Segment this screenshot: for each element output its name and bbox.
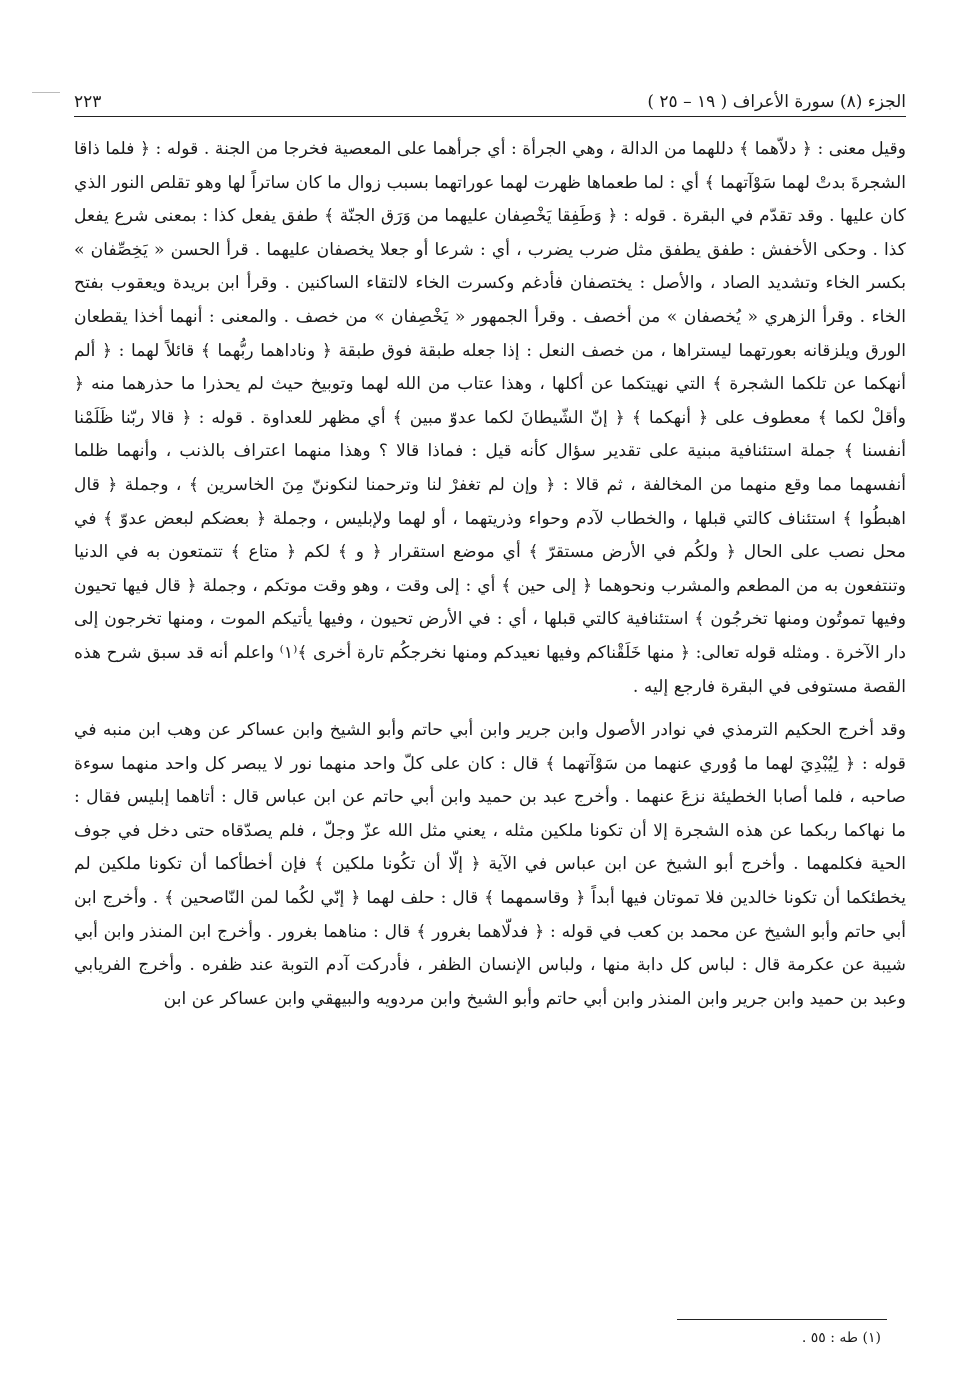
text-line: وقيل معنى : ﴿ دلاّهما ﴾ دللهما من الدالة ، وهي الجرأة : أي جرأهما على المعصية فخرجا من الجنة . (203, 139, 906, 159)
footnote: (١) طه : ٥٥ . (801, 1330, 881, 1346)
text-line: وعبد بن حميد وابن جرير وابن المنذر وابن أبي حاتم وأبو الشيخ وابن مردويه والبيهقي وابن عساكر عن ابن (163, 988, 906, 1009)
text-line: استئنافية كالتي قبلها ، أي : في الأرض تحيون ، وفيها يأتيكم الموت ، ومنها تخرجون إلى دار الآخرة . ومثله (74, 609, 907, 663)
footnote-rule (677, 1319, 887, 1320)
text-line: يضرب ، أي : شرعا أو جعلا يخصفان عليهما . قرأ الحسن « يَخِصِّفان » بكسر الخاء وتشديد الصاد ، (74, 239, 906, 294)
page-number: ٢٢٣ (74, 92, 102, 112)
text-line: يبصر كل واحد منهما سوءة صاحبه ، فلما أصابا الخطيئة نزعَ عنهما . وأخرج عبد بن حميد وابن أبي حاتم (74, 753, 906, 808)
text-line: ابن منبه في قوله : ﴿ لِيُبْدِيَ لهما ما وُوري عنهما من سَوْآتهما ﴾ قال : كان على كلّ واحد منهما نور لا (74, 720, 906, 774)
text-line: « يُخصفان » من أخصف . وقرأ الجمهور « يَخْصِفان » من خصف . والمعنى : أنهما أخذا يقطعان الورق (74, 306, 906, 361)
text-line: أي موضع استقرار ﴿ و ﴾ لكم ﴿ متاع ﴾ تتمتعون به في الدنيا وتنتفعون به من المطعم والمشرب ونحوهما (74, 542, 907, 596)
paragraph-2 (74, 714, 906, 1016)
running-title: الجزء (٨) سورة الأعراف ( ١٩ – ٢٥ ) (647, 92, 906, 112)
margin-mark (32, 92, 60, 93)
text-line: منهما اعتراف بالذنب ، وأنهما ظلما أنفسهما مما وقع منهما من المخالفة ، ثم قالا : ﴿ وإن لم تغفرْ لنا وترحمنا (74, 441, 907, 495)
text-line: قوله تعالى: ﴿ منها خَلَقْناكم وفيها نعيدكم ومنها نخرجكُم تارة أخرى ﴾⁽١⁾ واعلم أنه قد سبق شرح هذه القصة (74, 642, 906, 697)
text-line: من وَرَق الجنّة ﴾ طفق يفعل كذا : بمعنى شرع يفعل كذا . وحكى الأخفش : طفق يطفق مثل ضرب (74, 206, 906, 260)
text-line: ﴿ إلى حين ﴾ أي : إلى وقت ، وهو وقت موتكم ، وجملة ﴿ قال فيها تحيون وفيها تموتُون ومنها تخرجُون ﴾ (74, 575, 906, 630)
text-line: عن ابن عباس قال : أتاهما إبليس فقال : ما نهاكما ربكما عن هذه الشجرة إلا أن تكونا ملكين مثله ، يعني (74, 787, 906, 841)
text-line: مستوفى في البقرة فارجع إليه . (632, 676, 858, 697)
text-line: أو لهما ولإبليس ، وجملة ﴿ بعضكم لبعض عدوّ ﴾ في محل نصب على الحال ﴿ ولكُم في الأرض مستقرّ ﴾ (74, 508, 907, 563)
running-header (74, 84, 906, 117)
text-line: الآية ﴿ إلّا أن تكُونا ملكين ﴾ فإن أخطأكما أن تكونا ملكين لم يخطئكما أن تكونا خالدين فلا تموتان فيها (74, 854, 906, 909)
text-line: محمد بن كعب في قوله : ﴿ فدلّاهما بغرور ﴾ قال : مناهما بغرور . وأخرج ابن المنذر وابن أبي شيبة عن (74, 921, 906, 976)
text-line: ﴿ ألم أنهكما عن تلكما الشجرة ﴾ التي نهيتكما عن أكلها ، وهذا عتاب من الله لهما وتوبيخ حيث لم يحذرا (74, 340, 906, 395)
text-line: قوله : ﴿ فلما ذاقا الشجرةَ بدتْ لهما سَوْآتهما ﴾ أي : لما طعماها ظهرت لهما عوراتهما بسبب زوال ما (74, 139, 907, 193)
text-line: مثل الله عزّ وجلّ ، فلم يصدّقاه حتى دخل في جوف الحية فكلمهما . وأخرج أبو الشيخ عن ابن عباس في (74, 820, 906, 875)
text-line: كان ساتراً لها وهو تقلص النور الذي كان عليها . وقد تقدّم في البقرة . قوله : ﴿ وَطَفِقا يَخْصِفان عليهما (74, 172, 907, 227)
text-line: أبداً ﴿ وقاسمهما ﴾ قال : حلف لهما ﴿ إنّي لكُما لمن النّاصحين ﴾ . وأخرج ابن أبي حاتم وأبو الشيخ عن (74, 888, 907, 942)
text-line: والأصل : يختصفان فأدغم وكسرت الخاء لالتقاء الساكنين . وقرأ ابن بريدة ويعقوب بفتح الخاء . وقرأ الزهري (74, 273, 906, 327)
body-text (74, 133, 906, 1016)
text-line: وقد أخرج الحكيم الترمذي في نوادر الأصول وابن جرير وابن أبي حاتم وأبو الشيخ وابن عساكر عن وهب (167, 720, 907, 741)
text-line: ويلزقانه بعورتهما ليستراها ، من خصف النعل : إذا جعله طبقة فوق طبقة ﴿ وناداهما ربُّهما ﴾ قائلاً لهما : (118, 340, 859, 361)
text-line: عكرمة قال : لباس كل دابة منها ، ولباس الإنسان الظفر ، فأدركت آدم التوبة عند ظفره . وأخرج الفريابي (74, 955, 835, 976)
text-line: للعداوة . قوله : ﴿ قالا ربّنا ظَلَمْنا أنفسنا ﴾ جملة استئنافية مبنية على تقدير سؤال كأنه قيل : فماذا قالا ؟ وهذا (74, 407, 907, 462)
page (74, 84, 906, 1016)
paragraph-1 (74, 133, 906, 704)
text-line: لنكوننّ مِنَ الخاسرين ﴾ ، وجملة ﴿ قال اهبطُوا ﴾ استئناف كالتي قبلها ، والخطاب لآدم وحواء وذريتهما ، (74, 474, 906, 529)
text-line: ما حذرهما منه ﴿ وأقلْ لكما ﴾ معطوف على ﴿ أنهكما ﴾ ﴿ إنّ الشّيطانَ لكما عدوّ مبين ﴾ أي مظهر (74, 374, 906, 428)
